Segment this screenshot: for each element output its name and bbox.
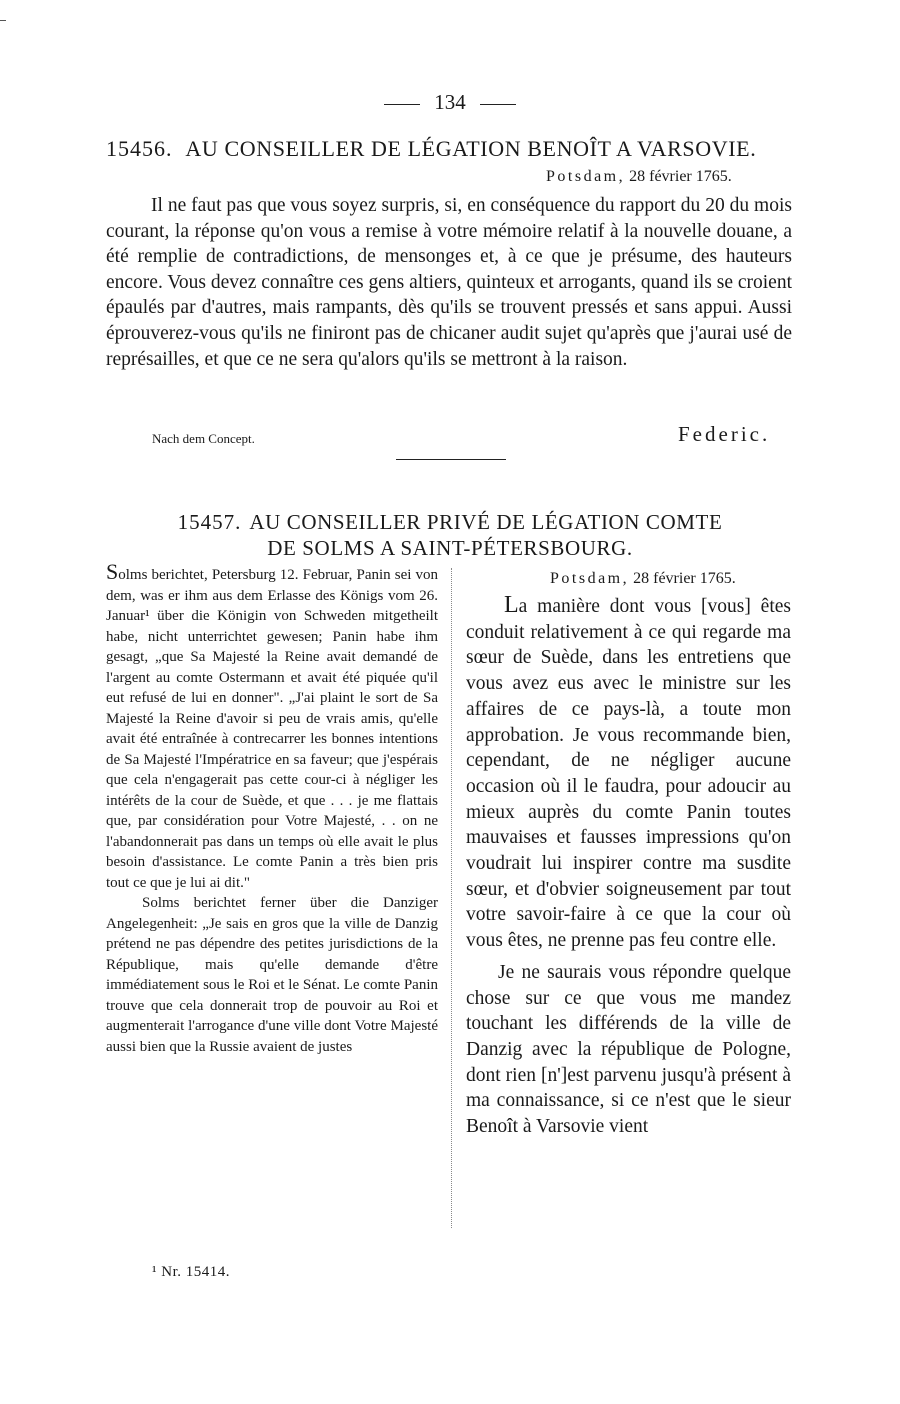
letter-title-2-line2: DE SOLMS A SAINT-PÉTERSBOURG. bbox=[267, 536, 633, 560]
letter-heading-2-line1 bbox=[0, 509, 900, 535]
letter-column bbox=[466, 593, 791, 1140]
signature: Federic. bbox=[678, 422, 771, 446]
drop-initial: S bbox=[106, 559, 119, 584]
dateline-date-2: 28 février 1765. bbox=[633, 570, 736, 587]
source-note: Nach dem Concept. bbox=[152, 431, 255, 446]
dateline-date: 28 février 1765. bbox=[629, 168, 732, 185]
page-number: 134 bbox=[434, 90, 466, 114]
dateline-place-2: Potsdam, bbox=[550, 570, 630, 587]
letter-heading-2 bbox=[0, 509, 900, 561]
letter-paragraph-1 bbox=[466, 593, 791, 954]
letter-title-2-line1: AU CONSEILLER PRIVÉ DE LÉGATION COMTE bbox=[249, 510, 723, 534]
footnote: ¹ Nr. 15414. bbox=[152, 1264, 230, 1280]
letter-title: AU CONSEILLER DE LÉGATION BENOÎT A VARSOVIE. bbox=[185, 136, 757, 161]
letter-paragraph-2: Je ne saurais vous répondre quelque chose sur ce que vous me mandez touchant les différends de la ville de Danzig avec la république de Pologne, dont rien [n']est parvenu jusqu'à présent à ma connaissance, si ce n'est que le sieur Benoît à Varsovie vient bbox=[466, 961, 791, 1138]
letter-body bbox=[106, 193, 792, 372]
letter-number-2: 15457. bbox=[177, 510, 242, 534]
dateline-place: Potsdam, bbox=[546, 168, 626, 185]
letter-dateline-2 bbox=[550, 570, 736, 588]
section-divider bbox=[396, 459, 506, 460]
header-dash-left bbox=[384, 104, 420, 105]
letter-text-1: a manière dont vous [vous] êtes conduit relativement à ce qui regarde ma sœur de Suède, dans les entretiens que vous avez eus avec le ministre sur les affaires de ce pays-là, a toute mon approbation. Je vous recommande bien, cependant, de ne négliger aucune occasion où il le faudra, pour adoucir au mieux auprès du comte Panin toutes mauvaises et fausses impressions qu'on voudrait lui inspirer contre ma susdite sœur, et d'obvier soigneusement par tout votre savoir-faire à ce que la cour où vous êtes, ne prenne pas feu contre elle. bbox=[466, 596, 791, 952]
letter-heading bbox=[106, 136, 806, 162]
letter-dateline bbox=[546, 168, 732, 186]
letter-number: 15456. bbox=[106, 136, 173, 161]
header-dash-right bbox=[480, 104, 516, 105]
page-header bbox=[0, 90, 900, 115]
scan-edge-mark bbox=[0, 20, 6, 21]
summary-text-1: olms berichtet, Petersburg 12. Februar, Panin sei von dem, was er ihm aus dem Erlasse des Königs vom 26. Januar¹ über die Königin von Schweden mitgetheilt habe, nicht unterrichtet gewesen; Panin habe ihm gesagt, „que Sa Majesté la Reine avait demandé de l'argent au comte Ostermann et avait été piquée qu'il eut refusé de lui en donner". „J'ai plaint le sort de Sa Majesté la Reine d'avoir si peu de vrais amis, qu'elle avait été entraînée à contrecarrer les bonnes intentions de Sa Majesté l'Impératrice en sa faveur; que j'espérais que cela n'engagerait pas cette cour-ci à négliger les intérêts de la cour de Suède, et que . . . je me flattais que, par considération pour Votre Majesté, . . on ne l'abandonnerait pas dans un temps où elle avait le plus besoin d'assistance. Le comte Panin a très bien pris tout ce que je lui ai dit." bbox=[106, 567, 438, 891]
summary-paragraph-2: Solms berichtet ferner über die Danziger Angelegenheit: „Je sais en gros que la ville de Danzig prétend ne pas dépendre des petites jurisdictions de la République, mais qu'elle demande d'être immédiatement sous le Roi et le Sénat. Le comte Panin trouve que cela donnerait trop de pouvoir au Roi et augmenterait l'arrogance d'une ville dont Votre Majesté aussi bien que la Russie avaient de justes bbox=[106, 895, 438, 1055]
column-divider bbox=[451, 568, 452, 1228]
drop-initial-2: L bbox=[504, 592, 519, 618]
summary-column bbox=[106, 559, 438, 1057]
summary-paragraph-1 bbox=[106, 559, 438, 893]
letter-paragraph: Il ne faut pas que vous soyez surpris, si, en conséquence du rapport du 20 du mois courant, la réponse qu'on vous a remise à votre mémoire relatif à la nouvelle douane, a été remplie de contradictions, de mensonges et, à ce que je présume, des hauteurs encore. Vous devez connaître ces gens altiers, quinteux et arrogants, quand ils se croient épaulés par d'autres, mais rampants, dès qu'ils se trouvent pressés et sans appui. Aussi éprouverez-vous qu'ils ne finiront pas de chicaner audit sujet qu'après que j'aurai usé de représailles, et que ce ne sera qu'alors qu'ils se mettront à la raison. bbox=[106, 195, 792, 370]
